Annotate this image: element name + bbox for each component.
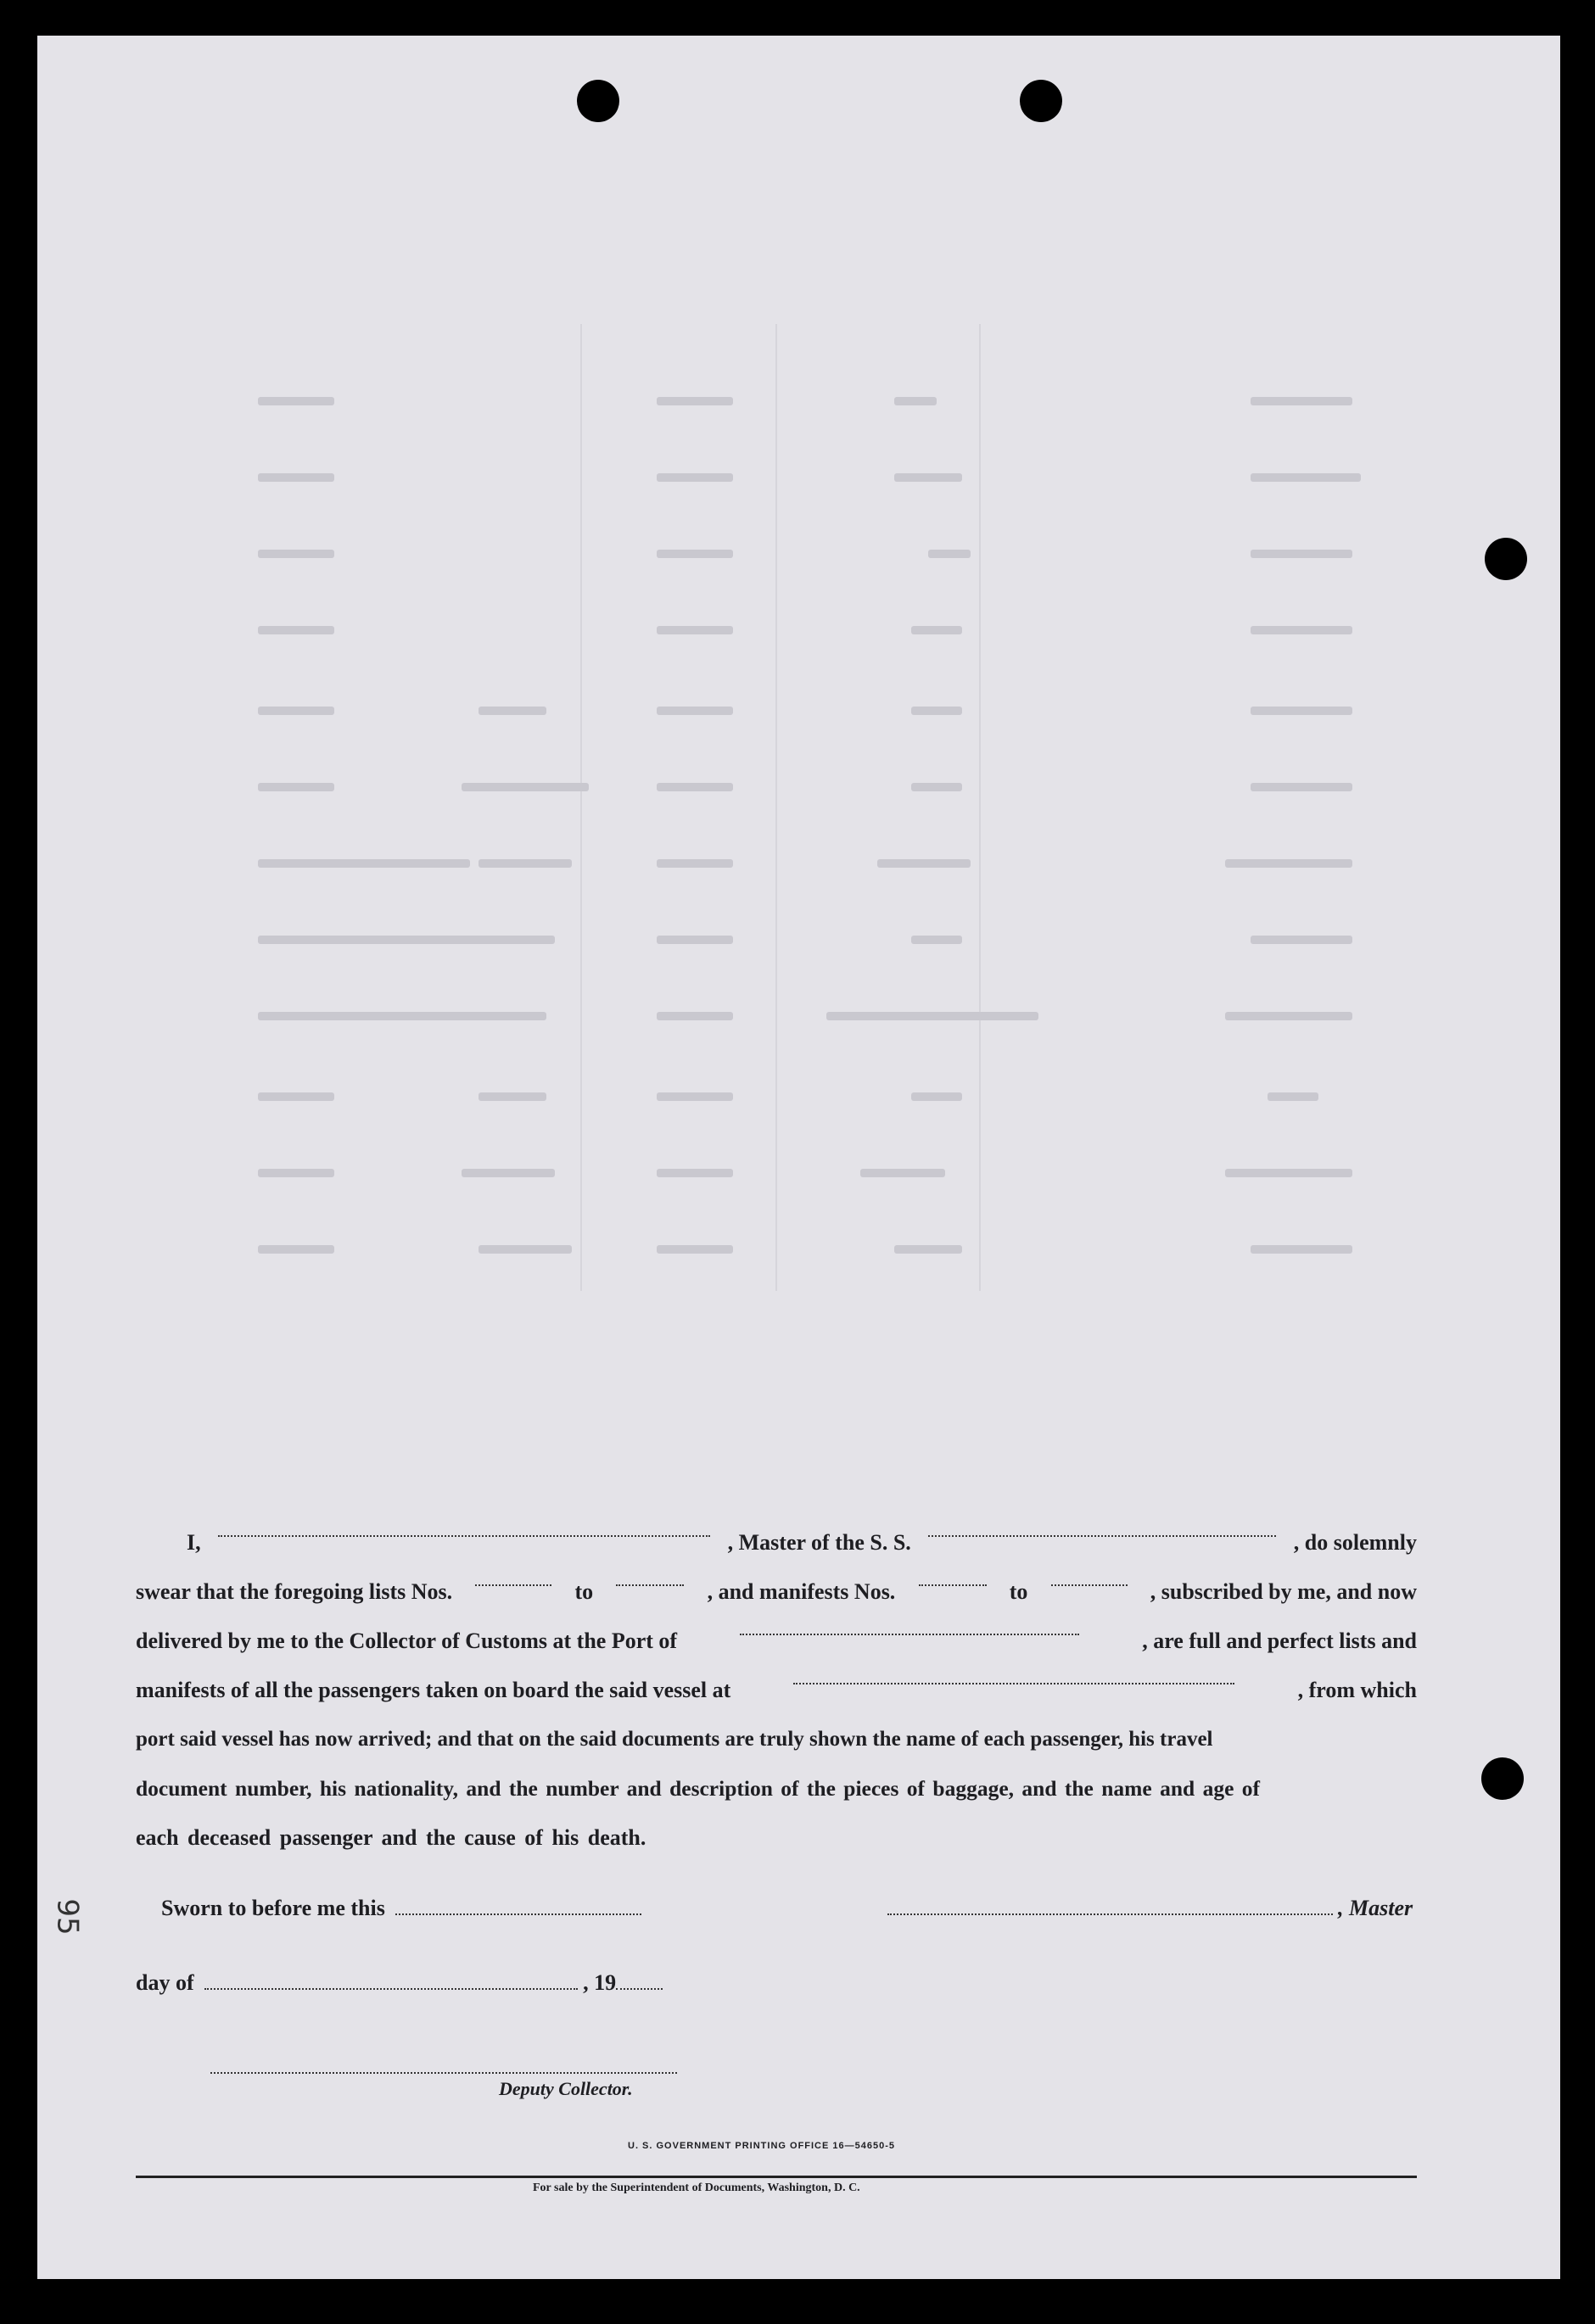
port-of-arrival-field[interactable]	[740, 1617, 1079, 1635]
day-of-line	[136, 1970, 668, 1996]
sworn-line	[161, 1896, 646, 1921]
master-name-field[interactable]	[218, 1518, 710, 1537]
oath-line-5	[136, 1715, 1417, 1764]
punch-hole-right-upper	[1485, 538, 1527, 580]
oath-to-label-2: to	[1009, 1579, 1028, 1604]
year-field[interactable]	[616, 1971, 663, 1990]
lists-to-field[interactable]	[616, 1567, 684, 1586]
faded-row	[249, 930, 1378, 953]
oath-manifests-of-label: manifests of all the passengers taken on board the said vessel at	[136, 1678, 731, 1702]
oath-subscribed-label: , subscribed by me, and now	[1150, 1579, 1417, 1604]
deputy-collector-signature-field[interactable]	[210, 2072, 677, 2074]
for-sale-notice: For sale by the Superintendent of Documents, Washington, D. C.	[533, 2182, 860, 2194]
faded-row	[249, 1087, 1378, 1109]
sworn-date-field[interactable]	[395, 1897, 641, 1915]
handwritten-margin-note: 95	[50, 1898, 85, 1936]
faded-row	[249, 1007, 1378, 1029]
oath-arrived-text: port said vessel has now arrived; and that on the said documents are truly shown the name of each passenger, his travel	[136, 1728, 1213, 1751]
manifests-from-field[interactable]	[919, 1567, 987, 1586]
faded-row	[249, 778, 1378, 800]
day-of-label: day of	[136, 1970, 194, 1995]
lists-from-field[interactable]	[475, 1567, 551, 1586]
faded-row	[249, 701, 1378, 723]
oath-delivered-label: delivered by me to the Collector of Customs at the Port of	[136, 1628, 678, 1653]
oath-solemnly-label: , do solemnly	[1293, 1530, 1417, 1555]
oath-ship-label: , Master of the S. S.	[727, 1530, 911, 1555]
year-label: , 19	[583, 1970, 617, 1995]
oath-deceased-text: each deceased passenger and the cause of his death.	[136, 1825, 646, 1850]
sworn-label: Sworn to before me this	[161, 1896, 385, 1920]
form-sheet	[37, 36, 1560, 2279]
punch-hole-right-lower	[1481, 1757, 1524, 1800]
faded-row	[249, 1240, 1378, 1262]
punch-hole-top-right	[1020, 80, 1062, 122]
oath-i-label: I,	[187, 1530, 201, 1555]
oath-from-which-label: , from which	[1297, 1678, 1417, 1702]
oath-document-text: document number, his nationality, and the number and description of the pieces of baggage, and the name and age of	[136, 1776, 1261, 1801]
oath-line-2	[136, 1567, 1417, 1617]
oath-line-3	[136, 1617, 1417, 1666]
oath-lists-label: swear that the foregoing lists Nos.	[136, 1579, 453, 1604]
oath-to-label-1: to	[574, 1579, 594, 1604]
month-field[interactable]	[204, 1971, 578, 1990]
oath-manifests-label: , and manifests Nos.	[707, 1579, 896, 1604]
oath-line-6	[136, 1764, 1417, 1813]
deputy-collector-label: Deputy Collector.	[499, 2078, 633, 2099]
footer-divider	[136, 2176, 1417, 2178]
port-of-departure-field[interactable]	[793, 1666, 1234, 1684]
faded-row	[249, 854, 1378, 876]
faded-row	[249, 621, 1378, 643]
vessel-name-field[interactable]	[928, 1518, 1276, 1537]
oath-line-4	[136, 1666, 1417, 1715]
faded-row	[249, 545, 1378, 567]
master-signature-line	[882, 1896, 1413, 1921]
oath-statement	[136, 1518, 1417, 1863]
faded-row	[249, 1164, 1378, 1186]
oath-full-lists-label: , are full and perfect lists and	[1142, 1628, 1417, 1653]
faded-row	[249, 392, 1378, 414]
punch-hole-top-left	[577, 80, 619, 122]
faded-row	[249, 468, 1378, 490]
manifests-to-field[interactable]	[1051, 1567, 1128, 1586]
master-label: , Master	[1338, 1896, 1413, 1920]
oath-line-1	[136, 1518, 1417, 1567]
oath-line-7	[136, 1813, 1417, 1863]
printing-office-imprint: U. S. GOVERNMENT PRINTING OFFICE 16—54650-5	[628, 2141, 896, 2151]
master-signature-field[interactable]	[887, 1897, 1333, 1915]
